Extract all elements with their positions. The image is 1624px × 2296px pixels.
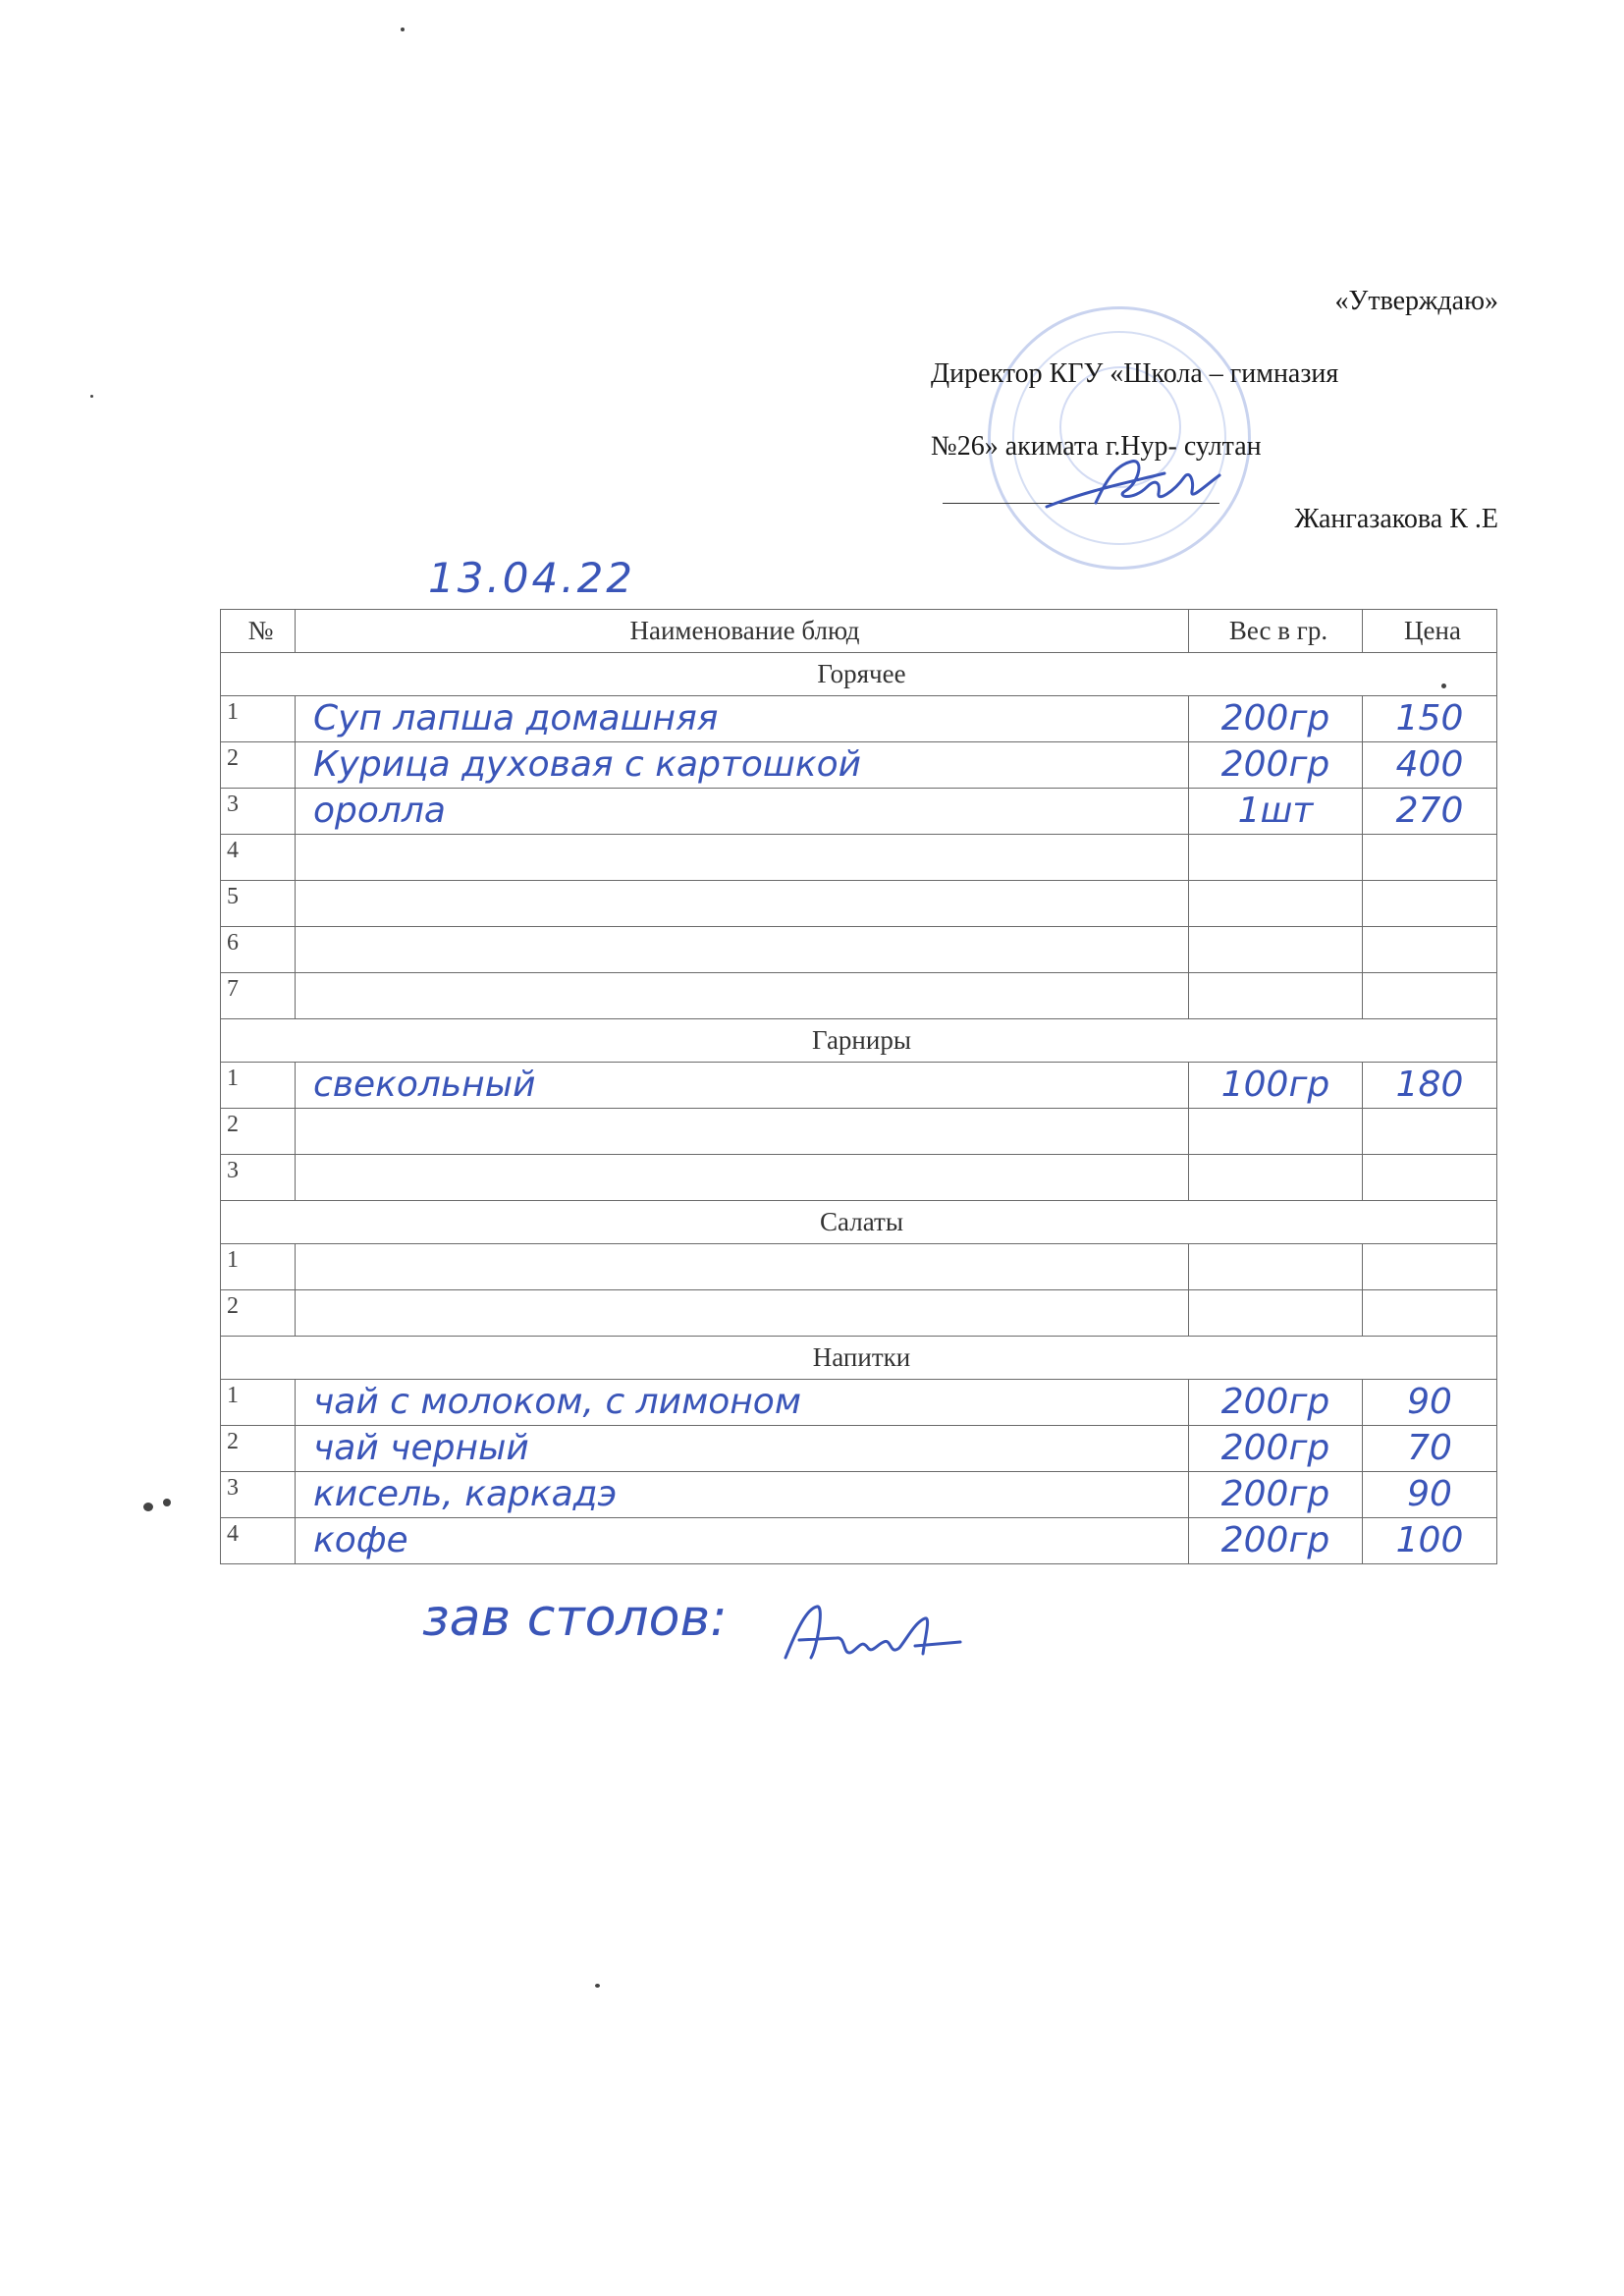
dish-weight: 200гр [1189, 1472, 1363, 1518]
section-title: Салаты [221, 1201, 1497, 1244]
approval-organization: №26» акимата г.Нур- султан [931, 431, 1262, 462]
row-number: 1 [221, 696, 296, 742]
row-number: 1 [221, 1244, 296, 1290]
dish-weight: 200гр [1189, 696, 1363, 742]
row-number: 3 [221, 1472, 296, 1518]
row-number: 7 [221, 973, 296, 1019]
dish-price: 90 [1363, 1472, 1497, 1518]
dish-name [296, 835, 1189, 881]
dish-price [1363, 927, 1497, 973]
section-row [221, 1201, 1497, 1244]
dish-name: оролла [296, 789, 1189, 835]
dish-weight: 100гр [1189, 1063, 1363, 1109]
dish-price: 100 [1363, 1518, 1497, 1564]
table-row [221, 1244, 1497, 1290]
section-title: Гарниры [221, 1019, 1497, 1063]
row-number: 1 [221, 1380, 296, 1426]
dish-weight [1189, 1155, 1363, 1201]
table-row [221, 1155, 1497, 1201]
dish-name [296, 927, 1189, 973]
dish-weight: 200гр [1189, 742, 1363, 789]
dish-weight: 1шт [1189, 789, 1363, 835]
scan-speck [595, 1984, 600, 1988]
dish-name [296, 1244, 1189, 1290]
row-number: 5 [221, 881, 296, 927]
dish-name: чай черный [296, 1426, 1189, 1472]
dish-price: 70 [1363, 1426, 1497, 1472]
dish-price: 400 [1363, 742, 1497, 789]
table-row [221, 881, 1497, 927]
dish-weight [1189, 835, 1363, 881]
table-header-row [221, 610, 1497, 653]
director-signature [1037, 422, 1233, 540]
dish-weight [1189, 927, 1363, 973]
header-weight: Вес в гр. [1189, 610, 1363, 653]
section-row [221, 1337, 1497, 1380]
dish-name: кисель, каркадэ [296, 1472, 1189, 1518]
dish-price: 270 [1363, 789, 1497, 835]
dish-name [296, 1290, 1189, 1337]
approval-position: Директор КГУ «Школа – гимназия [931, 358, 1339, 389]
dish-name: Суп лапша домашняя [296, 696, 1189, 742]
table-row [221, 1472, 1497, 1518]
dish-weight: 200гр [1189, 1518, 1363, 1564]
dish-name: чай с молоком, с лимоном [296, 1380, 1189, 1426]
dish-name [296, 1109, 1189, 1155]
row-number: 2 [221, 742, 296, 789]
dish-price: 180 [1363, 1063, 1497, 1109]
row-number: 3 [221, 1155, 296, 1201]
table-row [221, 1518, 1497, 1564]
dish-price [1363, 973, 1497, 1019]
dish-price [1363, 881, 1497, 927]
table-row [221, 973, 1497, 1019]
menu-table [220, 609, 1497, 1564]
dish-weight [1189, 973, 1363, 1019]
row-number: 4 [221, 1518, 296, 1564]
section-title: Горячее [221, 653, 1497, 696]
table-row [221, 1063, 1497, 1109]
menu-date: 13.04.22 [428, 554, 636, 602]
row-number: 3 [221, 789, 296, 835]
approval-title: «Утверждаю» [1334, 286, 1498, 316]
header-name: Наименование блюд [296, 610, 1189, 653]
scan-speck [163, 1499, 171, 1506]
table-row [221, 927, 1497, 973]
row-number: 4 [221, 835, 296, 881]
dish-name: кофе [296, 1518, 1189, 1564]
table-row [221, 1109, 1497, 1155]
row-number: 2 [221, 1290, 296, 1337]
section-title: Напитки [221, 1337, 1497, 1380]
row-number: 6 [221, 927, 296, 973]
row-number: 2 [221, 1109, 296, 1155]
dish-weight: 200гр [1189, 1426, 1363, 1472]
dish-name: Курица духовая с картошкой [296, 742, 1189, 789]
dish-name: свекольный [296, 1063, 1189, 1109]
scan-speck [1441, 683, 1446, 688]
footer-note: зав столов: [422, 1589, 728, 1648]
table-row [221, 742, 1497, 789]
scan-speck [90, 395, 93, 398]
dish-price [1363, 1109, 1497, 1155]
table-row [221, 835, 1497, 881]
dish-name [296, 973, 1189, 1019]
table-row [221, 1426, 1497, 1472]
dish-name [296, 881, 1189, 927]
row-number: 1 [221, 1063, 296, 1109]
cook-signature [778, 1589, 964, 1677]
row-number: 2 [221, 1426, 296, 1472]
dish-name [296, 1155, 1189, 1201]
dish-price [1363, 1290, 1497, 1337]
dish-price: 90 [1363, 1380, 1497, 1426]
table-row [221, 1290, 1497, 1337]
dish-price [1363, 1155, 1497, 1201]
header-num: № [221, 610, 296, 653]
dish-weight [1189, 1109, 1363, 1155]
dish-price [1363, 1244, 1497, 1290]
dish-weight [1189, 1244, 1363, 1290]
section-row [221, 653, 1497, 696]
dish-price [1363, 835, 1497, 881]
table-row [221, 1380, 1497, 1426]
table-row [221, 789, 1497, 835]
dish-weight [1189, 881, 1363, 927]
scan-speck [143, 1503, 153, 1511]
scan-speck [401, 27, 405, 31]
section-row [221, 1019, 1497, 1063]
menu-table-body [221, 653, 1497, 1564]
approval-director-name: Жангазакова К .Е [1294, 504, 1498, 534]
dish-weight: 200гр [1189, 1380, 1363, 1426]
header-price: Цена [1363, 610, 1497, 653]
table-row [221, 696, 1497, 742]
dish-weight [1189, 1290, 1363, 1337]
dish-price: 150 [1363, 696, 1497, 742]
